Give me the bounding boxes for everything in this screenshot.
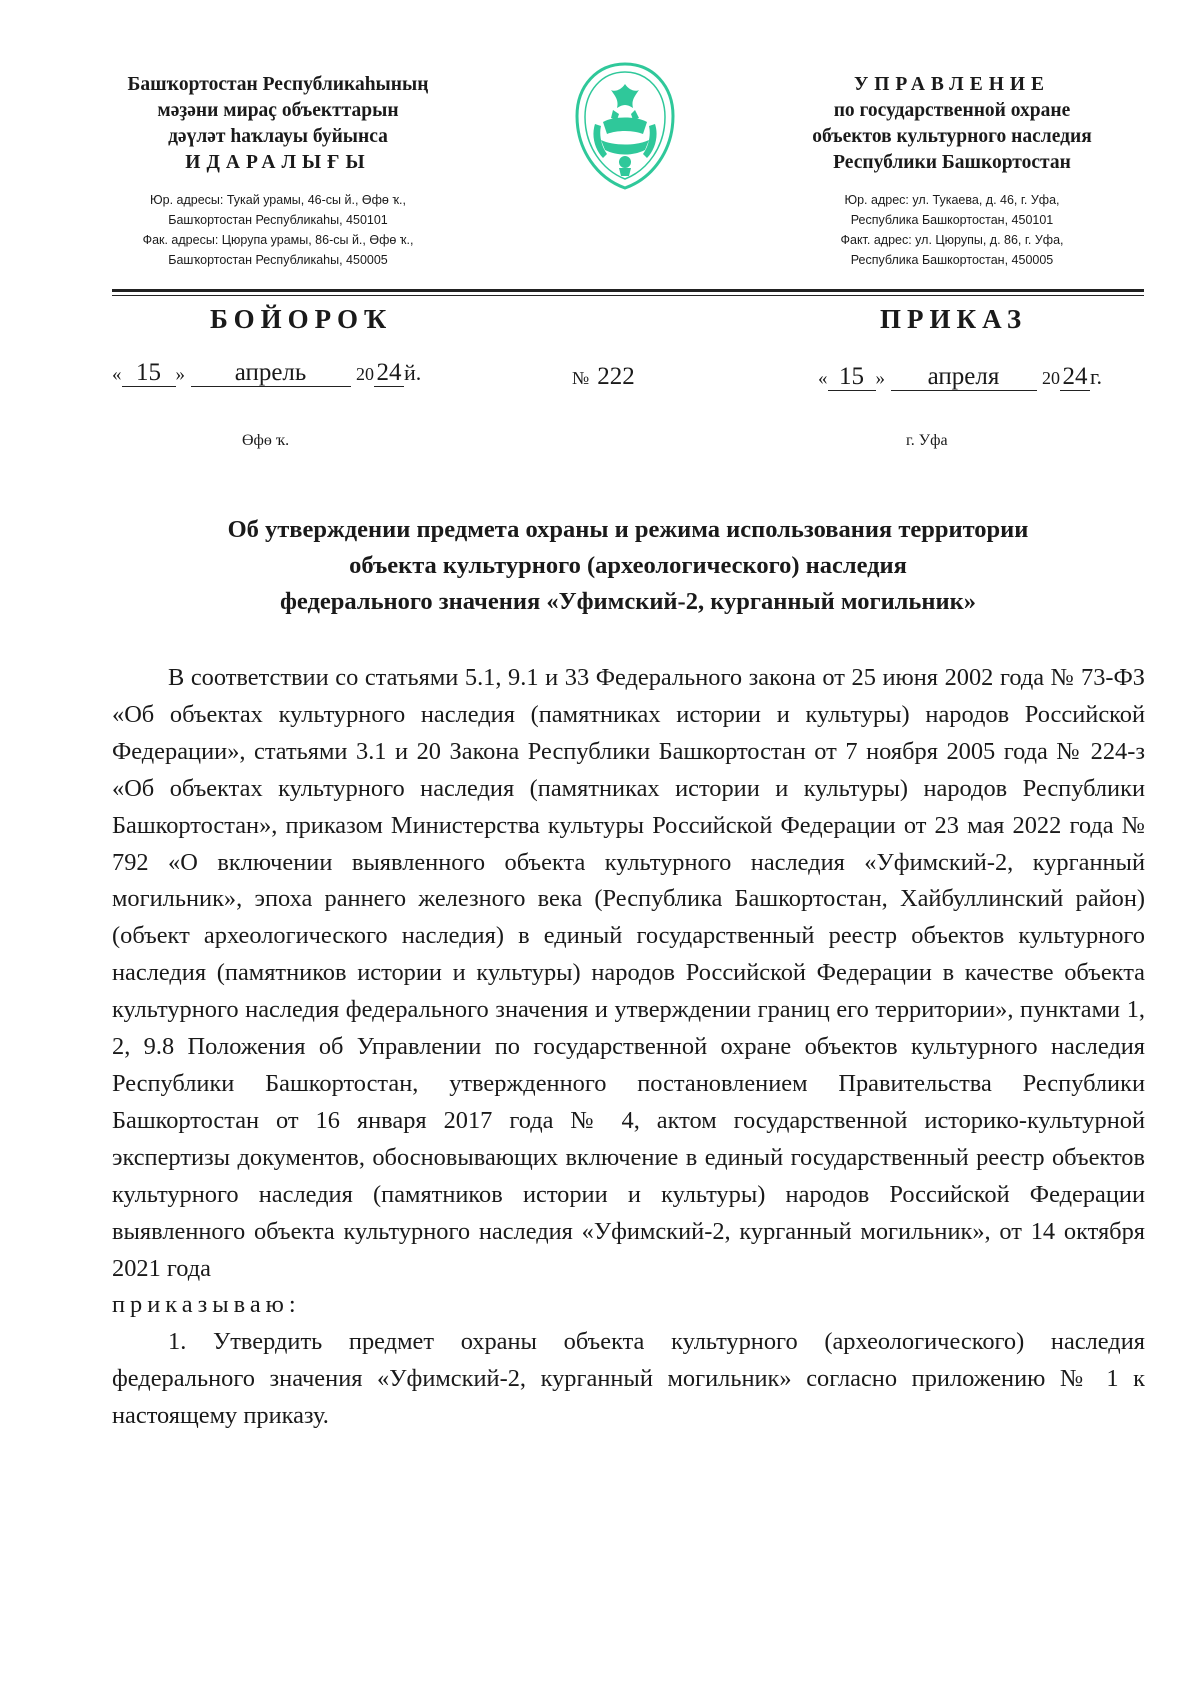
title-line: объекта культурного (археологического) наследия [349, 552, 907, 579]
address-line: Республика Башкортостан, 450005 [850, 253, 1054, 267]
address-line: Башҡортостан Республикаһы, 450101 [168, 213, 388, 227]
address-line: Юр. адрес: ул. Тукаева, д. 46, г. Уфа, [844, 193, 1060, 207]
org-name-line: Республики Башкортостан [833, 152, 1071, 173]
date-month: апреля [891, 364, 1037, 391]
quote-close: » [875, 368, 885, 389]
date-day: 15 [122, 360, 176, 387]
date-suffix: й. [404, 360, 422, 385]
date-month: апрель [191, 360, 351, 387]
quote-close: » [175, 364, 185, 385]
header-divider-thick [112, 289, 1144, 292]
org-name-line: мәҙәни мираҫ объекттарын [157, 100, 399, 121]
org-name-line: ИДАРАЛЫҒЫ [185, 152, 371, 173]
date-bashkir [112, 360, 421, 387]
address-line: Юр. адресы: Тукай урамы, 46-сы й., Өфө ҡ., [150, 193, 406, 207]
org-name-line: УПРАВЛЕНИЕ [853, 74, 1051, 95]
order-word: приказываю: [112, 1291, 301, 1319]
date-year-prefix: 20 [1042, 368, 1060, 388]
number-value: 222 [597, 363, 635, 390]
quote-open: « [818, 368, 828, 389]
doc-type-russian: ПРИКАЗ [880, 304, 1028, 334]
title-line: Об утверждении предмета охраны и режима использования территории [227, 516, 1029, 543]
address-line: Башҡортостан Республикаһы, 450005 [168, 253, 388, 267]
date-year: 24 [374, 360, 404, 387]
quote-open: « [112, 364, 122, 385]
document-title [112, 512, 1144, 620]
title-line: федерального значения «Уфимский-2, курганный могильник» [279, 588, 976, 615]
address-line: Фак. адресы: Цюрупа урамы, 86-сы й., Өфө ҡ., [142, 233, 414, 247]
address-block [78, 190, 478, 270]
date-year: 24 [1060, 364, 1090, 391]
date-russian [818, 364, 1102, 391]
org-name-line: объектов культурного наследия [812, 126, 1092, 147]
bashkortostan-emblem-icon [573, 60, 677, 192]
number-sign: № [572, 368, 590, 388]
date-day: 15 [828, 364, 876, 391]
doc-type-bashkir: БОЙОРОҠ [210, 304, 393, 334]
date-suffix: г. [1090, 364, 1103, 389]
org-name-line: Башҡортостан Республикаһының [127, 74, 429, 95]
letterhead-russian [752, 72, 1152, 270]
letterhead-bashkir [78, 72, 478, 270]
preamble-paragraph: В соответствии со статьями 5.1, 9.1 и 33 Федерального закона от 25 июня 2002 года № 73-ФЗ «Об объектах культурного наследия (памятниках истории и культуры) народов Российской Федерации», статьями 3.1 и 20 Закона Республики Башкортостан от 7 ноября 2005 года № 224-з «Об объектах культурного наследия (памятниках истории и культуры) народов Республики Башкортостан», приказом Министерства культуры Российской Федерации от 23 мая 2022 года № 792 «О включении выявленного объекта культурного наследия «Уфимский-2, курганный могильник», эпоха раннего железного века (Республика Башкортостан, Хайбуллинский район) (объект археологического наследия) в единый государственный реестр объектов культурного наследия (памятников истории и культуры) народов Российской Федерации в качестве объекта культурного наследия федерального значения и утверждении границ его территории», пунктами 1, 2, 9.8 Положения об Управлении по государственной охране объектов культурного наследия Республики Башкортостан, утвержденного постановлением Правительства Республики Башкортостан от 16 января 2017 года № 4, актом государственной историко-культурной экспертизы документов, обосновывающих включение в единый государственный реестр объектов культурного наследия (памятников истории и культуры) народов Российской Федерации выявленного объекта культурного наследия «Уфимский-2, курганный могильник», от 14 октября 2021 года [112, 664, 1145, 1282]
place-russian: г. Уфа [906, 432, 948, 449]
order-number [572, 363, 635, 391]
place-bashkir: Өфө ҡ. [242, 432, 290, 449]
org-name-line: по государственной охране [833, 100, 1071, 121]
order-item-1: 1. Утвердить предмет охраны объекта культурного (археологического) наследия федерального значения «Уфимский-2, курганный могильник» согласно приложению № 1 к настоящему приказу. [112, 1328, 1145, 1430]
address-block [752, 190, 1152, 270]
document-body [112, 660, 1145, 1435]
address-line: Республика Башкортостан, 450101 [850, 213, 1054, 227]
header-divider-thin [112, 295, 1144, 296]
address-line: Факт. адрес: ул. Цюрупы, д. 86, г. Уфа, [840, 233, 1064, 247]
org-name-line: дәүләт һаҡлауы буйынса [168, 126, 388, 147]
date-year-prefix: 20 [356, 364, 374, 384]
